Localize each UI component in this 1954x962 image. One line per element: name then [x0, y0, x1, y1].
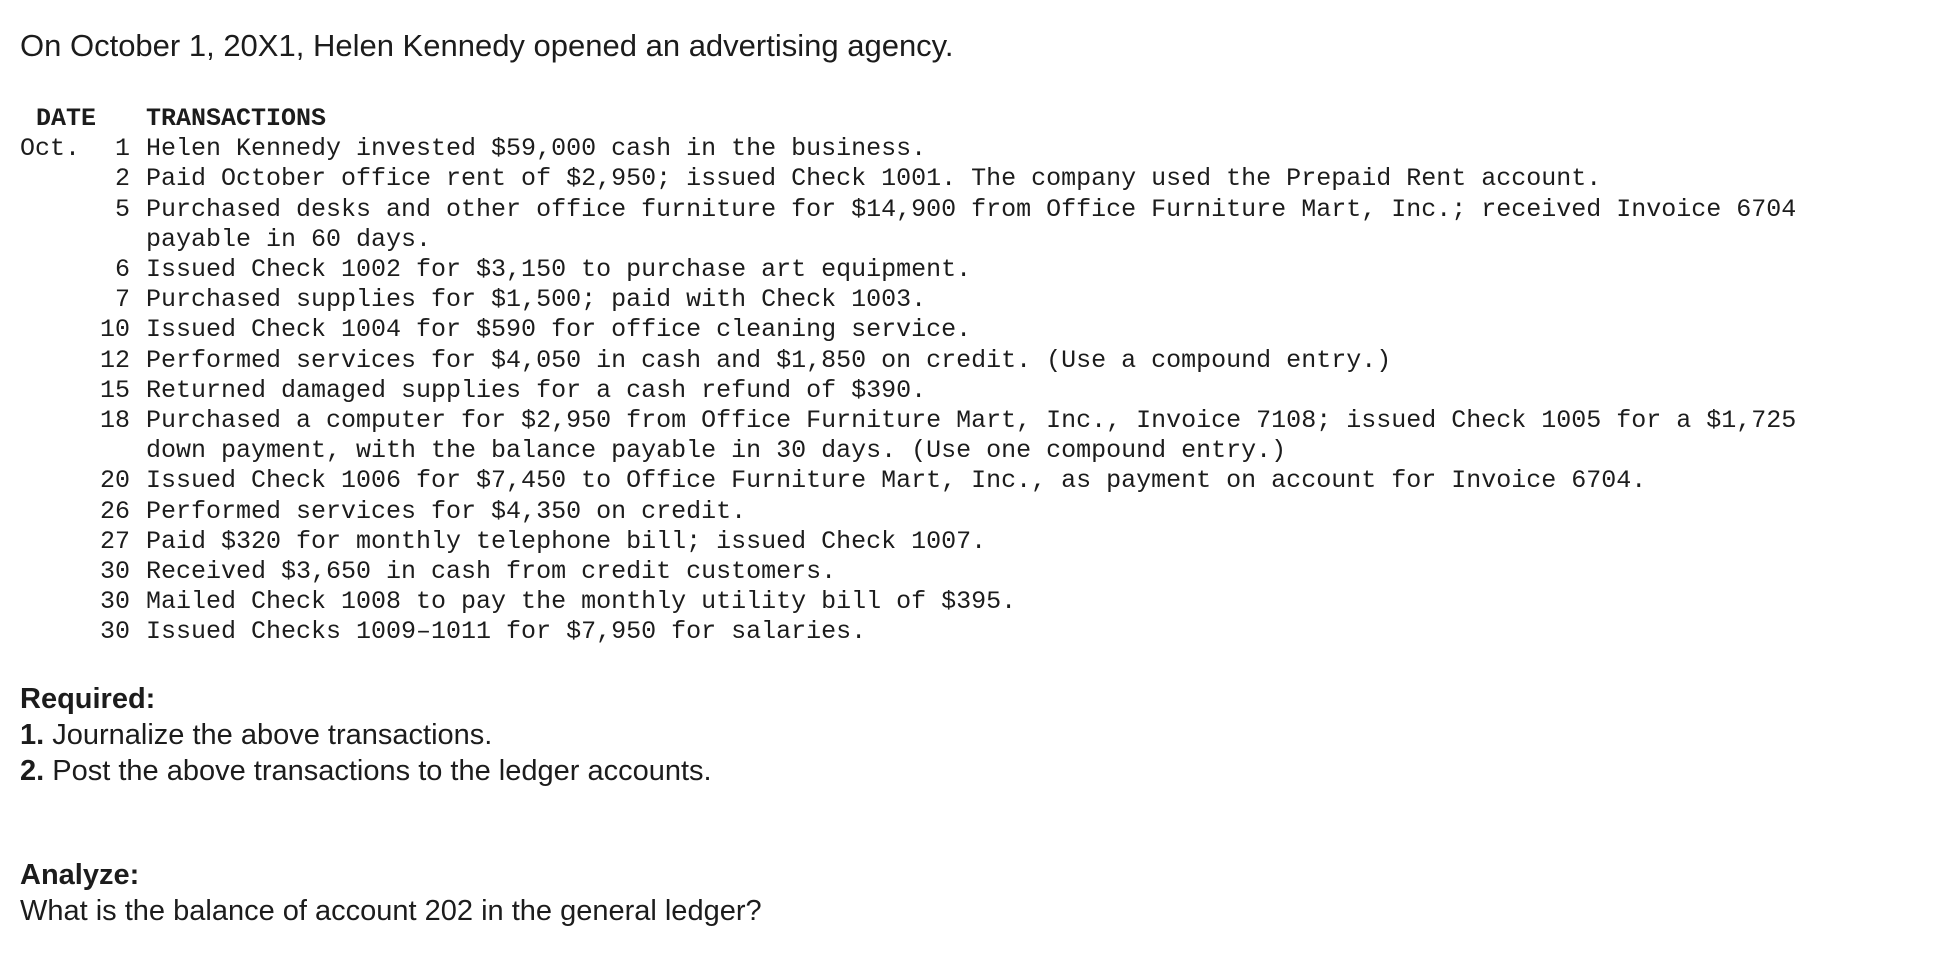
day-label: 6 — [114, 255, 130, 285]
table-row — [20, 436, 1796, 466]
date-cell — [20, 466, 146, 496]
transaction-text: Paid $320 for monthly telephone bill; issued Check 1007. — [146, 526, 987, 556]
day-label: 30 — [99, 617, 130, 647]
date-cell — [20, 406, 146, 436]
transaction-text: Helen Kennedy invested $59,000 cash in the business. — [146, 134, 927, 164]
transaction-text: Issued Check 1004 for $590 for office cleaning service. — [146, 315, 972, 345]
day-label: 12 — [99, 345, 130, 375]
month-label: Oct. — [20, 134, 81, 164]
table-row — [20, 376, 1796, 406]
table-row — [20, 497, 1796, 527]
day-label: 26 — [99, 496, 130, 526]
transactions-header: TRANSACTIONS — [146, 104, 327, 133]
day-label: 30 — [99, 587, 130, 617]
date-cell — [20, 255, 146, 285]
required-item-1 — [20, 716, 492, 754]
transaction-text: Purchased a computer for $2,950 from Office Furniture Mart, Inc., Invoice 7108; issued Check 1005 for a $1,725 — [146, 406, 1797, 436]
required-title: Required: — [20, 683, 156, 715]
day-label: 5 — [114, 194, 130, 224]
transaction-text: down payment, with the balance payable in 30 days. (Use one compound entry.) — [146, 436, 1287, 466]
required-item-number: 2. — [20, 755, 45, 787]
date-cell — [20, 497, 146, 527]
day-label: 10 — [99, 315, 130, 345]
table-row — [20, 527, 1796, 557]
transactions-table — [20, 104, 1796, 648]
date-cell — [20, 225, 146, 255]
table-row — [20, 587, 1796, 617]
day-label: 27 — [99, 526, 130, 556]
transaction-text: Issued Check 1002 for $3,150 to purchase art equipment. — [146, 255, 972, 285]
table-row — [20, 164, 1796, 194]
date-cell — [20, 285, 146, 315]
table-row — [20, 557, 1796, 587]
day-label: 30 — [99, 557, 130, 587]
date-cell — [20, 315, 146, 345]
table-header-row — [20, 104, 1796, 134]
transaction-text: Mailed Check 1008 to pay the monthly utility bill of $395. — [146, 587, 1017, 617]
transaction-text: Performed services for $4,350 on credit. — [146, 496, 747, 526]
transaction-text: Issued Check 1006 for $7,450 to Office Furniture Mart, Inc., as payment on account for Invoice 6704. — [146, 466, 1647, 496]
table-row — [20, 346, 1796, 376]
day-label: 18 — [99, 406, 130, 436]
table-row — [20, 315, 1796, 345]
day-label: 15 — [99, 375, 130, 405]
table-row — [20, 255, 1796, 285]
table-row — [20, 406, 1796, 436]
transactions-body — [20, 134, 1796, 647]
date-cell — [20, 617, 146, 647]
day-label: 2 — [114, 164, 130, 194]
required-item-number: 1. — [20, 719, 45, 751]
date-cell — [20, 557, 146, 587]
date-cell — [20, 195, 146, 225]
date-cell — [20, 346, 146, 376]
day-label: 1 — [114, 134, 130, 164]
date-cell — [20, 134, 146, 164]
transaction-text: Received $3,650 in cash from credit customers. — [146, 557, 837, 587]
analyze-question: What is the balance of account 202 in the general ledger? — [20, 895, 762, 927]
date-cell — [20, 527, 146, 557]
date-cell — [20, 164, 146, 194]
date-header: DATE — [36, 104, 97, 133]
transaction-text: Issued Checks 1009–1011 for $7,950 for salaries. — [146, 617, 867, 647]
date-cell — [20, 376, 146, 406]
day-label: 20 — [99, 466, 130, 496]
table-row — [20, 134, 1796, 164]
required-item-2 — [20, 752, 712, 790]
transaction-text: Purchased supplies for $1,500; paid with Check 1003. — [146, 285, 927, 315]
transaction-text: Purchased desks and other office furniture for $14,900 from Office Furniture Mart, Inc.; received Invoice 6704 — [146, 194, 1797, 224]
transaction-text: Returned damaged supplies for a cash refund of $390. — [146, 375, 927, 405]
intro-text: On October 1, 20X1, Helen Kennedy opened an advertising agency. — [20, 28, 954, 63]
analyze-title: Analyze: — [20, 859, 140, 891]
required-item-text: Journalize the above transactions. — [52, 719, 493, 751]
table-row — [20, 466, 1796, 496]
required-item-text: Post the above transactions to the ledger accounts. — [52, 755, 712, 787]
transaction-text: Performed services for $4,050 in cash and $1,850 on credit. (Use a compound entry.) — [146, 345, 1392, 375]
date-cell — [20, 587, 146, 617]
date-cell — [20, 436, 146, 466]
transaction-text: Paid October office rent of $2,950; issued Check 1001. The company used the Prepaid Rent account. — [146, 164, 1602, 194]
table-row — [20, 195, 1796, 225]
transaction-text: payable in 60 days. — [146, 224, 432, 254]
table-row — [20, 617, 1796, 647]
day-label: 7 — [114, 285, 130, 315]
table-row — [20, 285, 1796, 315]
table-row — [20, 225, 1796, 255]
